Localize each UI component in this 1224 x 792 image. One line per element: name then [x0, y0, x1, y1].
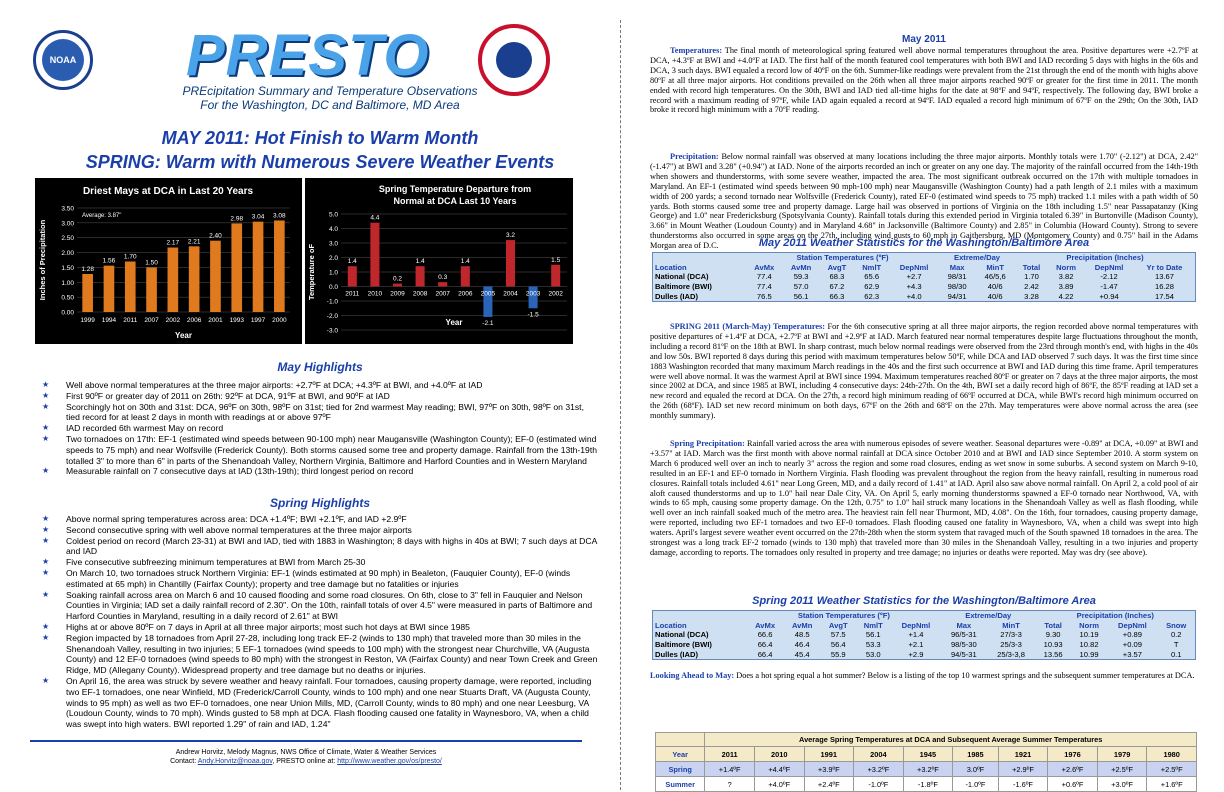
stats-cell: +0.09: [1122, 640, 1142, 650]
subtitle-line-1: PREcipitation Summary and Temperature Observations: [182, 84, 478, 98]
bar-value-label: 1.4: [347, 258, 357, 266]
avg-table-cell: 1979: [1097, 747, 1147, 762]
stats-cell: 53.0: [865, 649, 881, 659]
avg-table-cell: +3.2ºF: [903, 762, 953, 777]
stats-cell: 98/5-30: [950, 640, 977, 650]
may-section-heading: May 2011: [902, 34, 946, 45]
stats-cell: 56.1: [865, 630, 881, 640]
bar-value-label: -1.5: [527, 311, 539, 319]
looking-ahead-text: Does a hot spring equal a hot summer? Below is a listing of the top 10 warmest springs and the subsequent summer temperatures at DCA.: [734, 671, 1195, 680]
stats-cell: 40/6: [987, 282, 1003, 292]
avg-table-cell: -1.0ºF: [854, 777, 904, 792]
spring-summer-table: [655, 732, 1197, 792]
avg-table-row-summer: [656, 777, 1197, 792]
stats-column-header: DepNml: [1118, 620, 1147, 630]
stats-column-header: Location: [655, 262, 687, 272]
bar-value-label: 1.4: [460, 258, 470, 266]
stats-cell: 53.3: [865, 640, 881, 650]
bar-value-label: -2.1: [482, 319, 494, 327]
stats-row: [653, 630, 1196, 640]
stats-column-row: [653, 621, 1196, 631]
stats-column-header: MinT: [986, 262, 1005, 272]
looking-ahead-label: Looking Ahead to May:: [650, 671, 735, 680]
chart-spring-departure: [305, 178, 573, 344]
stats-cell: +4.0: [906, 291, 922, 301]
bar: [506, 240, 515, 286]
y-tick-label: -2.0: [326, 313, 338, 320]
may-highlight-item: ★ Two tornadoes on 17th: EF-1 (estimated wind speeds between 90-100 mph) near Maugansville (Washington County); EF-0 (estimated wind speeds to 75 mph) and near Wolfsville (Frederick County). Both storms caused some tree and property damage. Rainfall from the 13th-19th totalled 3" to more than 6" in parts of the Shenandoah Valley, Northern Virginia, Baltimore and Harford Counties and in Western Maryland: [40, 434, 600, 466]
stats-cell: 16.28: [1154, 282, 1174, 292]
avg-table-cell: 1921: [998, 747, 1048, 762]
subtitle-line-2: For the Washington, DC and Baltimore, MD Area: [200, 98, 460, 112]
x-tick-label: 2011: [345, 290, 360, 298]
bar: [274, 220, 285, 312]
stats-cell: 98/31: [947, 272, 967, 282]
chart-driest-mays-svg: [35, 178, 302, 344]
footer-contact-prefix: Contact:: [170, 758, 198, 765]
stats-cell: +2.1: [908, 640, 924, 650]
footer-authors: Andrew Horvitz, Melody Magnus, NWS Office of Climate, Water & Weather Services: [175, 749, 437, 756]
stats-cell: National (DCA): [655, 630, 709, 640]
avg-table-caption-row: [656, 733, 1197, 747]
stats-cell: 94/5-31: [950, 649, 977, 659]
stats-cell: 0.2: [1170, 630, 1182, 640]
x-tick-label: 1994: [101, 317, 117, 324]
stats-column-header: NmlT: [862, 262, 882, 272]
stats-group-header: Extreme/Day: [954, 253, 1001, 263]
y-tick-label: 4.0: [328, 226, 338, 233]
footer-rule: [30, 740, 582, 742]
x-tick-label: 2005: [480, 290, 496, 298]
bar: [461, 266, 470, 286]
avg-table-cell: 1991: [804, 747, 854, 762]
may-highlight-item: ★ IAD recorded 6th warmest May on record: [40, 423, 600, 434]
stats-cell: -1.47: [1100, 282, 1118, 292]
avg-table-cell: 1985: [953, 747, 999, 762]
avg-table-cell: +0.6ºF: [1048, 777, 1098, 792]
footer-url-link[interactable]: http://www.weather.gov/os/presto/: [337, 758, 442, 765]
bar-value-label: 0.2: [392, 275, 403, 283]
x-tick-label: 2010: [367, 290, 383, 298]
y-tick-label: 0.50: [61, 294, 74, 302]
bar-value-label: 1.70: [123, 253, 137, 261]
bar: [189, 246, 200, 312]
y-tick-label: 3.50: [61, 205, 74, 213]
bar-value-label: 2.40: [209, 232, 222, 240]
bar-value-label: 1.28: [81, 265, 94, 273]
stats-cell: 25/3-3: [1000, 640, 1022, 650]
spring-highlight-item: ★ On April 16, the area was struck by severe weather and heavy rainfall. Four tornadoes, causing property damage, were reported, including two EF-1 tornadoes, one near Winfield, MD (Frederick/Carroll County, winds to 100 mph) and one near Stuarts Draft, VA (Augusta County, winds to 95 mph) as well as two EF-0 tornadoes, one near Union Mills, MD, (Carroll County, winds to 80 mph) and one near Leesburg, VA (Loudoun County, winds to 70 mph). Winds gusted to 58 mph at DCA. Flash flooding caused one fatality in Waynesboro, VA, when a child was swept into high waters. BWI reported 1.29" of rain and IAD, 1.24": [40, 676, 600, 730]
stats-row: [653, 649, 1196, 659]
stats-column-header: Total: [1022, 262, 1041, 272]
stats-group-header: Station Temperatures (ºF): [796, 253, 889, 263]
stats-cell: 17.54: [1154, 291, 1174, 301]
stats-column-header: AvMx: [755, 620, 776, 630]
may-stats-table: [652, 252, 1196, 302]
stats-cell: 46/5,6: [984, 272, 1006, 282]
stats-cell: 10.19: [1079, 630, 1099, 640]
bar-value-label: 2.17: [166, 239, 180, 247]
stats-cell: 25/3-3,8: [997, 649, 1025, 659]
stats-column-header: Norm: [1056, 262, 1076, 272]
stats-column-header: Yr to Date: [1146, 262, 1183, 272]
avg-table-cell: +2.5ºF: [1147, 762, 1197, 777]
bar-value-label: 4.4: [370, 214, 380, 222]
x-tick-label: 2006: [458, 290, 473, 298]
stats-cell: +0.94: [1099, 291, 1119, 301]
stats-cell: +4.3: [906, 282, 922, 292]
y-tick-label: 3.00: [61, 220, 74, 228]
may-highlights-list: [40, 380, 600, 477]
stats-cell: 96/5-31: [950, 630, 977, 640]
stats-cell: 67.2: [829, 282, 845, 292]
y-tick-label: 2.00: [61, 250, 74, 258]
stats-cell: 3.89: [1058, 282, 1074, 292]
spring-temp-label: SPRING 2011 (March-May) Temperatures:: [670, 322, 826, 331]
y-axis-label: Temperature oF: [307, 243, 316, 301]
footer-contact: [30, 758, 582, 765]
bar-value-label: 3.04: [251, 213, 265, 221]
avg-table-cell: +4.0ºF: [754, 777, 804, 792]
stats-cell: 4.22: [1058, 291, 1074, 301]
stats-cell: Dulles (IAD): [655, 291, 699, 301]
spring-temp-text: For the 6th consecutive spring at all three major airports, the region recorded above normal temperatures with positive departures of +1.4ºF at DCA, +2.7ºF at BWI and +2.9ºF at IAD. March featured near normal temperatures despite large fluctuations throughout the month, including a record 81ºF on the 18th at BWI. In sharp contrast, much below normal readings were observed from the 23rd through month's end, with highs in the 40s and low 50s. BWI reported 8 days during this period with maximum temperatures below 50ºF, while DCA and IAD observed 7 such days. It was the first time since 1883 Washington recorded that many maximum March readings in the 40s and the first such occurrence at BWI and IAD during this time frame. April temperatures were well above normal. It was the warmest April at BWI since 1994. Maximum temperatures reached 80ºF or greater on 7 days at the three major airports, the most since 2002 at DCA, and since 1985 at BWI, including 4 consecutive days: 24th-27th. On the 4th, BWI set a daily record high of 86ºF, the 85ºF reading at IAD set a new record and equaled the record at DCA. On the 27th, a record high minimum reading of 66ºF occurred at DCA, while BWI's record high minimum occurred on the 26th (68ºF). IAD set new record minimum on both days, 67ºF on the 26th and 68ºF on the 27th. May temperatures were above normal across the area (see monthly summary).: [650, 322, 1198, 421]
x-tick-label: 2000: [272, 317, 287, 324]
bar: [253, 222, 264, 312]
avg-table-cell: +4.4ºF: [754, 762, 804, 777]
stats-column-row: [653, 263, 1196, 273]
spring-highlights-list: [40, 514, 600, 730]
stats-cell: 94/31: [947, 291, 967, 301]
y-tick-label: 3.0: [328, 240, 338, 248]
stats-cell: 66.6: [757, 630, 773, 640]
stats-cell: 3.82: [1058, 272, 1074, 282]
may-stats-title: May 2011 Weather Statistics for the Washington/Baltimore Area: [758, 237, 1090, 249]
spring-highlight-item: ★ Above normal spring temperatures across area: DCA +1.4ºF; BWI +2.1ºF, and IAD +2.9ºF: [40, 514, 600, 525]
avg-table-cell: 2011: [705, 747, 755, 762]
avg-table-cell: 1976: [1048, 747, 1098, 762]
x-tick-label: 2001: [208, 317, 223, 324]
x-tick-label: 2008: [412, 290, 428, 298]
x-tick-label: 1997: [250, 317, 266, 324]
may-highlight-item: ★ Scorchingly hot on 30th and 31st: DCA, 96ºF on 30th, 98ºF on 31st; tied for 2nd warmest May reading; BWI, 97ºF on 30th, 98ºF on 31st, tied record for at least 2 days in month with readings at or above 97ºF: [40, 402, 600, 424]
chart-title-line: Spring Temperature Departure from: [378, 184, 532, 194]
stats-group-row: [653, 611, 1196, 621]
stats-cell: 59.3: [793, 272, 809, 282]
may-highlight-item: ★ Well above normal temperatures at the three major airports: +2.7ºF at DCA; +4.3ºF at BWI, and +4.0ºF at IAD: [40, 380, 600, 391]
stats-cell: 13.56: [1043, 649, 1063, 659]
spring-highlight-item: ★ Second consecutive spring with well above normal temperatures at the three major airports: [40, 525, 600, 536]
stats-column-header: AvgT: [828, 620, 848, 630]
stats-column-header: DepNml: [901, 620, 931, 630]
x-tick-label: 1993: [229, 317, 244, 324]
stats-column-header: AvMn: [791, 620, 813, 630]
stats-column-header: AvMn: [790, 262, 812, 272]
stats-group-row: [653, 253, 1196, 263]
bar: [551, 265, 560, 287]
spring-precip-label: Spring Precipitation:: [670, 439, 745, 448]
stats-cell: 66.4: [757, 640, 773, 650]
page-title: MAY 2011: Hot Finish to Warm Month: [161, 128, 479, 148]
stats-cell: 10.82: [1079, 640, 1099, 650]
stats-cell: 77.4: [756, 282, 772, 292]
bar: [393, 284, 402, 287]
chart-title: Driest Mays at DCA in Last 20 Years: [82, 186, 254, 197]
stats-cell: 62.9: [864, 282, 880, 292]
bar-value-label: 1.5: [551, 256, 561, 264]
stats-group-header: Precipitation (Inches): [1066, 253, 1144, 263]
looking-ahead-paragraph: [650, 671, 1198, 681]
spring-highlights-heading: Spring Highlights: [270, 496, 370, 510]
avg-table-row-yr: [656, 747, 1197, 762]
bar: [348, 266, 357, 286]
bar: [125, 261, 136, 312]
bar-value-label: 1.56: [102, 257, 116, 265]
stats-column-header: DepNml: [1094, 262, 1124, 272]
footer-mid: , PRESTO online at:: [272, 758, 338, 765]
x-tick-label: 2009: [390, 290, 405, 298]
stats-cell: 48.5: [794, 630, 810, 640]
avg-table-cell: 2010: [754, 747, 804, 762]
stats-column-header: AvgT: [827, 262, 847, 272]
column-divider: [620, 20, 621, 790]
chart-annotation: Average: 3.87": [82, 212, 122, 219]
bar: [438, 282, 447, 286]
x-tick-label: 2011: [123, 317, 138, 324]
footer-email-link[interactable]: Andy.Horvitz@noaa.gov: [197, 758, 273, 765]
x-tick-label: 2002: [165, 317, 181, 324]
y-tick-label: -1.0: [326, 298, 338, 306]
avg-table-cell: +1.4ºF: [705, 762, 755, 777]
spring-highlight-item: ★ Coldest period on record (March 23-31) at BWI and IAD, tied with 1883 in Washington; 8 days with highs in 40s at BWI; 7 such days at DCA and IAD: [40, 536, 600, 558]
chart-spring-departure-svg: [305, 178, 573, 344]
y-tick-label: 0.0: [328, 284, 338, 291]
bar: [231, 223, 242, 312]
stats-column-header: Max: [949, 262, 965, 272]
x-axis-label: Year: [175, 331, 192, 340]
stats-column-header: AvMx: [754, 262, 775, 272]
stats-cell: 9.30: [1045, 630, 1061, 640]
stats-cell: National (DCA): [655, 272, 709, 282]
x-tick-label: 2007: [144, 317, 159, 324]
avg-table-row-spring: [656, 762, 1197, 777]
bar: [416, 266, 425, 286]
avg-table-row-label: Spring: [656, 762, 705, 777]
avg-table-cell: -1.0ºF: [953, 777, 999, 792]
bar-value-label: 2.98: [230, 215, 244, 223]
presto-logo: PRESTO: [186, 23, 430, 88]
stats-cell: 66.3: [829, 291, 845, 301]
bar: [168, 248, 179, 312]
stats-cell: 3.28: [1024, 291, 1039, 301]
stats-cell: +2.7: [906, 272, 922, 282]
stats-cell: 98/30: [947, 282, 967, 292]
stats-cell: 65.6: [864, 272, 880, 282]
spring-highlight-item: ★ On March 10, two tornadoes struck Northern Virginia: EF-1 (winds estimated at 90 mph) in Bealeton, (Fauquier County), EF-0 (winds estimated at 65 mph) in Chantilly (Fairfax County); property and tree damage but no fatalities or injuries: [40, 568, 600, 590]
avg-table-cell: 2004: [854, 747, 904, 762]
avg-table-caption-blank: [656, 733, 705, 747]
avg-table-cell: 3.0ºF: [953, 762, 999, 777]
y-tick-label: 2.0: [328, 255, 338, 262]
avg-table-cell: +3.9ºF: [804, 762, 854, 777]
avg-table-cell: 1945: [903, 747, 953, 762]
bar-value-label: 3.08: [273, 212, 286, 220]
x-tick-label: 2006: [186, 317, 202, 324]
noaa-logo-text: NOAA: [42, 39, 84, 81]
may-precip-label: Precipitation:: [670, 152, 719, 161]
stats-cell: +3.57: [1122, 649, 1142, 659]
stats-cell: 10.99: [1079, 649, 1099, 659]
x-tick-label: 2003: [525, 290, 541, 298]
noaa-logo: [33, 30, 93, 90]
y-tick-label: 1.00: [61, 279, 74, 287]
stats-column-header: Location: [655, 620, 687, 630]
stats-cell: 66.4: [757, 649, 773, 659]
stats-cell: 27/3-3: [1000, 630, 1022, 640]
stats-cell: -2.12: [1100, 272, 1118, 282]
stats-column-header: Max: [956, 620, 972, 630]
bar-value-label: 0.3: [438, 274, 448, 282]
stats-cell: Baltimore (BWI): [655, 282, 712, 292]
stats-column-header: Snow: [1166, 620, 1187, 630]
avg-table-row-label: Year: [656, 747, 705, 762]
stats-group-header: Precipitation (Inches): [1076, 611, 1154, 621]
avg-table-cell: +2.4ºF: [804, 777, 854, 792]
avg-table-cell: +2.5ºF: [1097, 762, 1147, 777]
stats-cell: Baltimore (BWI): [655, 640, 712, 650]
spring-highlight-item: ★ Five consecutive subfreezing minimum temperatures at BWI from March 25-30: [40, 557, 600, 568]
avg-table-caption: Average Spring Temperatures at DCA and Subsequent Average Summer Temperatures: [705, 733, 1197, 747]
stats-cell: 40/6: [987, 291, 1003, 301]
stats-column-header: Norm: [1079, 620, 1099, 630]
spring-precip-paragraph: [650, 439, 1198, 558]
stats-column-header: Total: [1044, 620, 1062, 630]
chart-driest-mays: [35, 178, 302, 344]
may-highlight-item: ★ Measurable rainfall on 7 consecutive days at IAD (13th-19th); third longest period on record: [40, 466, 600, 477]
stats-cell: 55.9: [830, 649, 846, 659]
y-tick-label: 1.50: [61, 264, 74, 272]
stats-cell: +0.89: [1122, 630, 1142, 640]
page-subtitle: SPRING: Warm with Numerous Severe Weather Events: [85, 152, 555, 172]
may-highlights-heading: May Highlights: [277, 360, 363, 374]
avg-table-cell: +1.6ºF: [1147, 777, 1197, 792]
bar: [104, 266, 115, 312]
avg-table-cell: +2.6ºF: [1048, 762, 1098, 777]
x-tick-label: 1999: [80, 317, 95, 324]
bar: [210, 241, 221, 312]
may-temp-text: The final month of meteorological spring featured well above normal temperatures throughout the area. Positive departures were +2.7ºF at DCA, +4.3ºF at BWI and +4.0ºF at IAD. The first half of the month featured cool temperatures with both BWI and IAD recording 5 days with highs in the 60s and DCA, 3 such days. BWI equaled a record low of 40ºF on the 6th. Summer-like readings were prevalent from the 21st through the end of the month with highs above 80ºF at all three major airports. Hot conditions prevailed on the 26th when all three major airports reached 90ºF or greater for the first time in 2011. The month ended with record high temperatures. On the 30th, BWI and IAD tied all-time highs for the date at 98ºF and 94ºF, respectively. The following day, BWI broke a record with a maximum reading of 97ºF, while IAD again equaled a record at 94ºF. IAD equaled a record high minimum of 67ºF on the 29th; On the 30th, IAD broke it record high minimum with a 70ºF reading.: [650, 46, 1198, 115]
bar-value-label: 1.4: [415, 258, 425, 266]
spring-stats-table: [652, 610, 1196, 660]
bar-value-label: 1.50: [145, 259, 158, 267]
x-tick-label: 2007: [435, 290, 450, 298]
avg-table-cell: 1980: [1147, 747, 1197, 762]
bar: [370, 223, 379, 287]
stats-cell: 56.1: [793, 291, 809, 301]
stats-column-header: MinT: [1002, 620, 1020, 630]
avg-table-row-label: Summer: [656, 777, 705, 792]
avg-table-cell: +3.0ºF: [1097, 777, 1147, 792]
stats-cell: 13.67: [1154, 272, 1174, 282]
avg-table-cell: ?: [705, 777, 755, 792]
stats-row: [653, 640, 1196, 650]
stats-cell: 46.4: [794, 640, 810, 650]
stats-group-blank: [653, 611, 747, 621]
avg-table-cell: -1.8ºF: [903, 777, 953, 792]
y-tick-label: 1.0: [328, 269, 338, 277]
stats-group-blank: [653, 253, 747, 263]
avg-table-cell: +2.9ºF: [998, 762, 1048, 777]
stats-cell: 1.70: [1024, 272, 1039, 282]
stats-row: [653, 272, 1196, 282]
x-axis-label: Year: [445, 317, 463, 327]
spring-precip-text: Rainfall varied across the area with numerous episodes of severe weather. Seasonal departures were -0.89" at DCA, +0.09" at BWI and +3.57" at IAD. March was the first month with above normal rainfall at DCA since October 2010 and at BWI and IAD since September 2010. A storm system on March 6 produced well over an inch to nearly 3" across the region and some road closures, ending as wet snow in some suburbs. A second system on March 9-10, resulted in an EF-1 and EF-0 tornado in Northern Virginia. Flash flooding was prevalent throughout the region from the heavy rainfall, resulting in numerous road closures. Rainfall totals included 4.61" near Long Green, MD, and a daily record of 1.41" at IAD. April also saw above normal rainfall. On April 2, a cold pool of air aloft caused thunderstorms and up to 1.0" hail near Dale City, VA. On April 5, early morning thunderstorms spawned a EF-0 tornado near Northwood, VA, with winds to 65 mph, causing some property damage. On the 12th, 0.75" to 1.0" hail struck many locations in the Shenandoah Valley as well as flash flooding, while well over an inch rainfall soaked much of the metro area. The heaviest rain fell near Thurmont, MD, 4.08". On the 16th, four tornadoes, causing property damage, were reported, including two EF-1 tornadoes and two EF-0 tornadoes. Flash flooding caused one fatality in Waynesboro, VA, when a child was swept into high waters. April's largest severe weather event occurred on the 27th-28th when the storm system that ravaged much of the South spawned 18 tornadoes in the area. The strongest was a long track EF-2 tornado (winds to 130 mph) that traveled more than 30 miles in the Shenandoah Valley, resulting in a two injuries and property damage, according to reports. The tornadoes only resulted in property and tree damage; no injuries or deaths were reported. May was dry (see above).: [650, 439, 1199, 557]
spring-highlight-item: ★ Highs at or above 80ºF on 7 days in April at all three major airports; most such hot days at BWI since 1985: [40, 622, 600, 633]
stats-column-header: NmlT: [863, 620, 883, 630]
stats-cell: 57.0: [793, 282, 809, 292]
stats-cell: 2.42: [1024, 282, 1039, 292]
may-precip-text: Below normal rainfall was observed at many locations including the three major airports. Monthly totals were 1.70" (-2.12") at DCA, 2.42" (-1.47") at BWI and 3.28" (+0.94") at IAD. None of the airports recorded an inch or greater on any one day. The majority of the rainfall occurred from the 14th-19th when showers and thunderstorms, with some severe weather, impacted the area. The most significant outbreak occurred on the 17th with multiple tornadoes in Maryland. An EF-1 (estimated wind speeds between 90 mph-100 mph) near Maugansville (Washington County) had a path length of 2.1 miles with a maximum width of 200 yards; a second tornado near Wolfsville (Frederick County), rated EF-0 (estimated wind speeds to 75 mph) tracked 1.1 miles with a path width of 50 yards. Both storms caused some tree and property damage. Large hail was observed in portions of Virginia on the 18th including 1.5" near Passapatanzy (King George) and 1.0" near Fredericksburg (Spotsylvania County). Rainfall totals during this extended period in Virginia totaled 6.39" in Burtonville (Madison County), 3.66" in Mount Weather (Loudoun County) and in Maryland 4.68" in Jacksonville (Baltimore County) and 2.85" in Columbia (Howard County). Strong to severe thunderstorms also occurred in some areas on the 27th, including wind gusts to 60 mph in Gaithersburg, MD (Montgomery County) and 0.75" hail in the Adams Morgan area of D.C.: [650, 152, 1198, 251]
bar: [82, 274, 93, 312]
y-tick-label: 2.50: [61, 235, 74, 243]
spring-highlight-item: ★ Region impacted by 18 tornadoes from April 27-28, including long track EF-2 (winds to 130 mph) that traveled more than 30 miles in the Shenandoah Valley, resulting in two injuries; 5 EF-1 tornadoes (wind speeds to 100 mph) with the strongest near Churchville, VA (Augusta County) and 12 EF-0 tornadoes (wind speeds to 80 mph) with the strongest in Reston, VA (Fairfax County) and near Town Creek and Green Ridge, MD (Allegany County). Widespread property and tree damage but no deaths or injuries.: [40, 633, 600, 676]
stats-cell: 0.1: [1170, 649, 1182, 659]
may-temp-label: Temperatures:: [670, 46, 723, 55]
x-tick-label: 2002: [548, 290, 563, 298]
bar-value-label: 3.2: [505, 232, 516, 240]
stats-cell: 56.4: [830, 640, 846, 650]
spring-temperatures-paragraph: [650, 322, 1198, 421]
stats-cell: 77.4: [756, 272, 772, 282]
may-highlight-item: ★ First 90ºF or greater day of 2011 on 26th: 92ºF at DCA, 91ºF at BWI, and 90ºF at IAD: [40, 391, 600, 402]
stats-cell: 10.93: [1043, 640, 1063, 650]
stats-cell: +2.9: [908, 649, 924, 659]
stats-row: [653, 282, 1196, 292]
stats-column-header: DepNml: [899, 262, 929, 272]
chart-title-line: Normal at DCA Last 10 Years: [393, 196, 517, 206]
bar-value-label: 2.21: [187, 238, 201, 246]
y-axis-label: Inches of Precipitation: [38, 219, 47, 301]
x-tick-label: 2004: [503, 290, 518, 298]
y-tick-label: 5.0: [328, 211, 338, 219]
may-temperatures-paragraph: [650, 46, 1198, 115]
avg-table-cell: -1.6ºF: [998, 777, 1048, 792]
stats-row: [653, 291, 1196, 301]
stats-group-header: Station Temperatures (ºF): [797, 611, 890, 621]
stats-cell: +1.4: [908, 630, 924, 640]
spring-stats-title: Spring 2011 Weather Statistics for the Washington/Baltimore Area: [752, 595, 1096, 607]
stats-cell: 57.5: [830, 630, 846, 640]
stats-cell: Dulles (IAD): [655, 649, 699, 659]
stats-cell: 68.3: [829, 272, 845, 282]
stats-cell: 45.4: [794, 649, 810, 659]
stats-cell: 62.3: [864, 291, 880, 301]
spring-highlight-item: ★ Soaking rainfall across area on March 6 and 10 caused flooding and some road closures. On 6th, close to 3" fell in Fauquier and Nelson Counties in Virginia; IAD set a daily rainfall record of 2.30". On the 10th, rainfall totals of over 4.5" were measured in parts of Baltimore and Harford Counties in Maryland, resulting in a daily record of 2.61" at BWI: [40, 590, 600, 622]
avg-table-cell: +3.2ºF: [854, 762, 904, 777]
y-tick-label: -3.0: [326, 327, 338, 335]
nws-logo-emblem: [496, 42, 532, 78]
stats-group-header: Extreme/Day: [965, 611, 1012, 621]
y-tick-label: 0.00: [61, 309, 74, 317]
stats-cell: 76.5: [756, 291, 772, 301]
stats-cell: T: [1173, 640, 1179, 650]
bar: [146, 267, 157, 312]
